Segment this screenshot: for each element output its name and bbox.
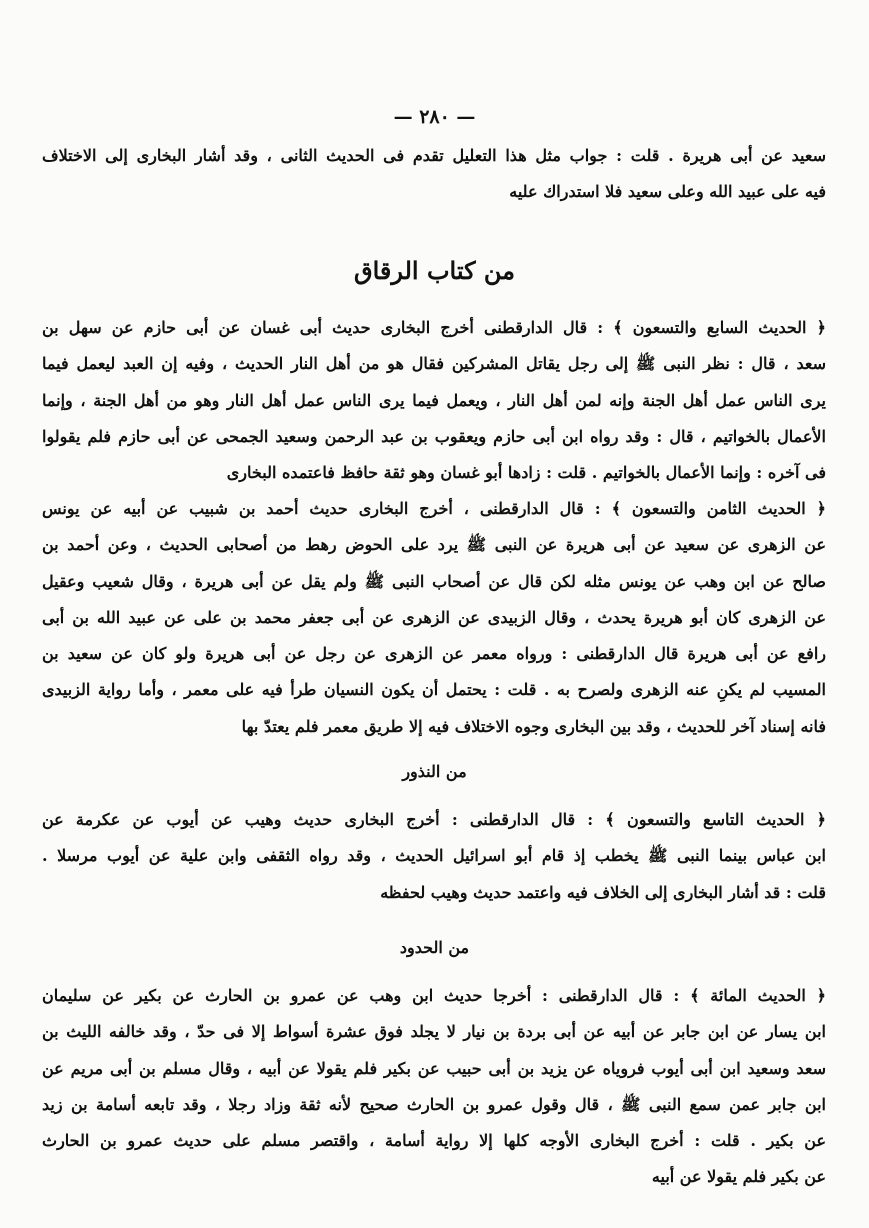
text-line: قلت : قد أشار البخارى إلى الخلاف فيه واعتمد حديث وهيب لحفظه bbox=[380, 882, 826, 902]
text-line: ابن عباس بينما النبى ﷺ يخطب إذ قام أبو اسرائيل الحديث ، وقد رواه الثقفى وابن علية عن أيوب مرسلا . bbox=[42, 846, 826, 866]
text-line: عن الزهرى عن سعيد عن أبى هريرة عن النبى ﷺ يرد على الحوض رهط من أصحابى الحديث ، وعن أحمد بن bbox=[42, 535, 826, 555]
hadith-98-paragraph bbox=[42, 491, 826, 745]
intro-paragraph bbox=[42, 138, 826, 211]
section-heading-hudud: من الحدود bbox=[399, 938, 470, 957]
text-line: عن بكير . قلت : أخرج البخارى الأوجه كلها إلا رواية أسامة ، واقتصر مسلم على حديث عمرو بن الحارث bbox=[42, 1131, 826, 1151]
text-line: سعد وسعيد ابن أبى أيوب فروياه عن يزيد بن أبى حبيب عن بكير فلم يقولا عن أبيه ، وقال مسلم بن أبى مريم عن bbox=[42, 1058, 826, 1078]
section-heading-riqaq: من كتاب الرقاق bbox=[353, 256, 516, 285]
text-line: صالح عن ابن وهب عن يونس مثله لكن قال عن أصحاب النبى ﷺ ولم يقل عن أبى هريرة ، وقال شعيب وعقيل bbox=[42, 571, 826, 591]
text-line: ﴿ الحديث الثامن والتسعون ﴾ : قال الدارقطنى ، أخرج البخارى حديث أحمد بن شبيب عن أبيه عن يونس bbox=[42, 499, 826, 518]
text-line: ﴿ الحديث المائة ﴾ : قال الدارقطنى : أخرجا حديث ابن وهب عن عمرو بن الحارث عن بكير عن سليمان bbox=[42, 986, 826, 1005]
text-line: عن الزهرى كان أبو هريرة يحدث ، وقال الزبيدى عن الزهرى عن أبى جعفر محمد بن على عن عبيد الله بن أبى bbox=[42, 607, 826, 627]
hadith-97-paragraph bbox=[42, 310, 826, 491]
text-line: فانه إسناد آخر للحديث ، وقد بين البخارى وجوه الاختلاف فيه إلا طريق معمر فلم يعتدّ بها bbox=[241, 716, 826, 736]
hadith-99-paragraph bbox=[42, 802, 826, 911]
text-line: ﴿ الحديث السابع والتسعون ﴾ : قال الدارقطنى أخرج البخارى حديث أبى غسان عن أبى حازم عن سهل بن bbox=[42, 318, 826, 337]
text-line: المسيب لم يكنِ عنه الزهرى ولصرح به . قلت : يحتمل أن يكون النسيان طرأ فيه على معمر ، وأما رواية الزبيدى bbox=[42, 680, 826, 700]
text-line: فيه على عبيد الله وعلى سعيد فلا استدراك عليه bbox=[509, 182, 826, 202]
section-heading-nudhur: من النذور bbox=[402, 762, 467, 781]
page-number: — ٢٨٠ — bbox=[393, 106, 476, 128]
text-line: الأعمال بالخواتيم ، قال : وقد رواه ابن أبى حازم ويعقوب بن عبد الرحمن وسعيد الجمحى عن أبى حازم فلم يقولوا bbox=[42, 426, 826, 446]
text-line: فى آخره : وإنما الأعمال بالخواتيم . قلت : زادها أبو غسان وهو ثقة حافظ فاعتمده البخارى bbox=[226, 463, 826, 483]
text-line: سعد ، قال : نظر النبى ﷺ إلى رجل يقاتل المشركين فقال هو من أهل النار الحديث ، وفيه إن العبد ليعمل فيما bbox=[42, 354, 826, 374]
text-line: ابن جابر عمن سمع النبى ﷺ ، قال وقول عمرو بن الحارث صحيح لأنه ثقة وزاد رجلا ، وقد تابعه أسامة بن زيد bbox=[42, 1094, 826, 1114]
text-line: عن بكير فلم يقولا عن أبيه bbox=[651, 1167, 826, 1187]
text-line: سعيد عن أبى هريرة . قلت : جواب مثل هذا التعليل تقدم فى الحديث الثانى ، وقد أشار البخارى إلى الاختلاف bbox=[42, 146, 826, 165]
text-line: يرى الناس عمل أهل الجنة وإنه لمن أهل النار ، ويعمل فيما يرى الناس عمل أهل النار وهو من أهل الجنة ، وإنما bbox=[42, 390, 826, 410]
hadith-100-paragraph bbox=[42, 978, 826, 1196]
text-line: ابن يسار عن ابن جابر عن أبيه عن أبى بردة بن نيار لا يجلد فوق عشرة أسواط إلا فى حدّ ، وقد خالفه الليث بن bbox=[42, 1022, 826, 1042]
text-line: رافع عن أبى هريرة قال الدارقطنى : ورواه معمر عن الزهرى عن رجل عن أبى هريرة ولو كان عن سعيد بن bbox=[42, 644, 826, 664]
text-line: ﴿ الحديث التاسع والتسعون ﴾ : قال الدارقطنى : أخرج البخارى حديث وهيب عن أيوب عن عكرمة عن bbox=[42, 810, 826, 829]
